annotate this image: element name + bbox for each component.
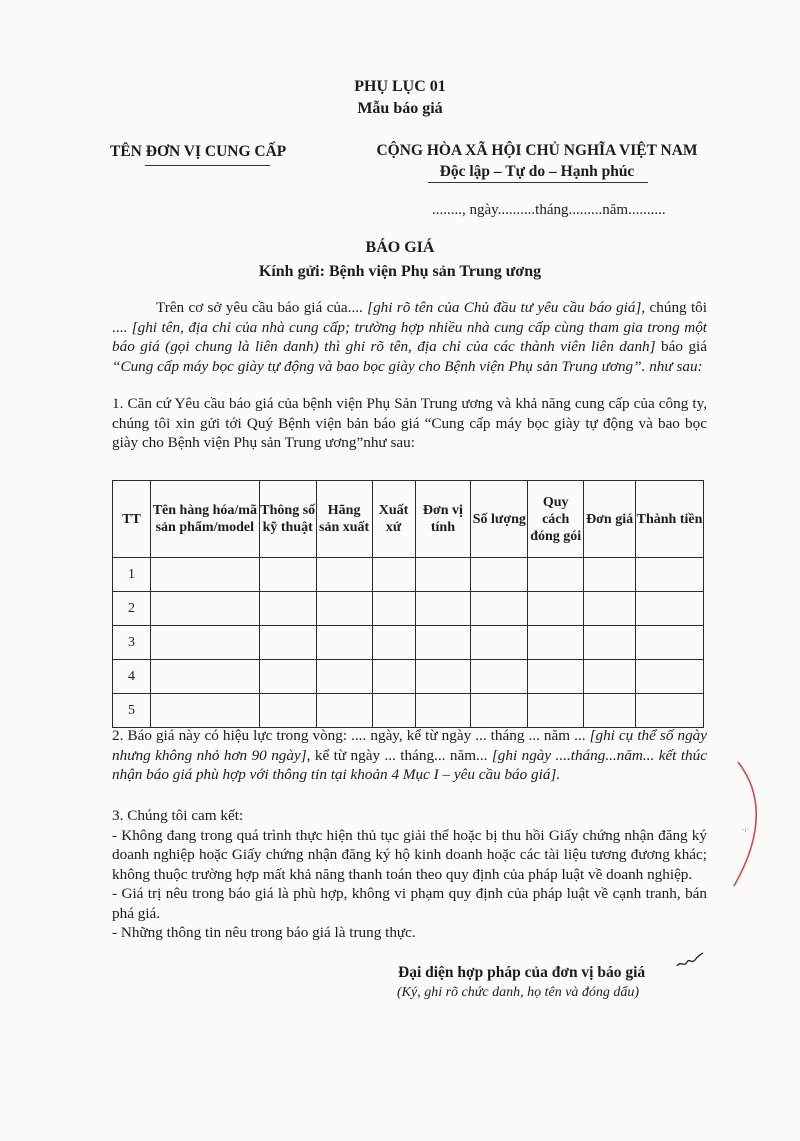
provider-underline xyxy=(145,165,270,166)
col-header: Xuất xứ xyxy=(372,481,415,558)
stamp-edge-mark xyxy=(728,760,768,890)
document-title: BÁO GIÁ xyxy=(365,239,435,256)
intro-italic-1: [ghi rõ tên của Chủ đầu tư yêu cầu báo giá], xyxy=(367,299,646,316)
commitment-heading: 3. Chúng tôi cam kết: xyxy=(112,807,244,824)
intro-text-2: chúng tôi .... xyxy=(112,299,707,336)
intro-italic-2: [ghi tên, địa chỉ của nhà cung cấp; trường hợp nhiều nhà cung cấp cùng tham gia trong một báo giá (gọi chung là liên danh) thì ghi rõ tên, địa chỉ của các thành viên liên danh] xyxy=(112,318,708,355)
table-header-row xyxy=(113,481,704,558)
appendix-label: PHỤ LỤC 01 xyxy=(354,78,446,95)
intro-text-3: báo giá xyxy=(655,338,707,355)
table-row xyxy=(113,660,704,694)
table-row xyxy=(113,626,704,660)
validity-text-2: , kể từ ngày ... tháng... năm... xyxy=(306,746,492,764)
table-row xyxy=(113,592,704,626)
nation-motto: Độc lập – Tự do – Hạnh phúc xyxy=(439,163,635,180)
provider-label: TÊN ĐƠN VỊ CUNG CẤP xyxy=(110,143,287,160)
national-header xyxy=(372,140,702,182)
commitment-item: - Không đang trong quá trình thực hiện thủ tục giải thể hoặc bị thu hồi Giấy chứng nhận đăng ký doanh nghiệp hoặc Giấy chứng nhận đăng ký hộ kinh doanh hoặc các tài liệu tương đương khác; không thuộc trường hợp mất khả năng thanh toán theo quy định của pháp luật về doanh nghiệp. xyxy=(112,826,707,883)
appendix-header xyxy=(0,76,800,120)
appendix-subtitle: Mẫu báo giá xyxy=(357,100,443,117)
row-number: 5 xyxy=(113,694,151,728)
commitment-item: - Những thông tin nêu trong báo giá là trung thực. xyxy=(112,924,416,941)
intro-italic-3: “Cung cấp máy bọc giày tự động và bao bọc giày cho Bệnh viện Phụ sản Trung ương”. như sau: xyxy=(112,357,703,375)
nation-name: CỘNG HÒA XÃ HỘI CHỦ NGHĨA VIỆT NAM xyxy=(376,142,698,159)
intro-text-1: Trên cơ sở yêu cầu báo giá của.... xyxy=(156,299,368,316)
svg-text:·:·: ·:· xyxy=(742,826,749,834)
row-number: 3 xyxy=(113,626,151,660)
section-1-paragraph: 1. Căn cứ Yêu cầu báo giá của bệnh viện Phụ Sản Trung ương và khả năng cung cấp của công ty, chúng tôi xin gửi tới Quý Bệnh viện bản báo giá “Cung cấp máy bọc giày tự động và bao bọc giày cho Bệnh viện Phụ sản Trung ương”như sau: xyxy=(112,395,707,451)
commitment-item: - Giá trị nêu trong báo giá là phù hợp, không vi phạm quy định của pháp luật về cạnh tranh, bán phá giá. xyxy=(112,885,707,922)
col-header: Thông số kỹ thuật xyxy=(259,481,316,558)
row-number: 2 xyxy=(113,592,151,626)
validity-paragraph xyxy=(112,726,707,785)
document-title-block xyxy=(0,236,800,284)
col-header: Đơn giá xyxy=(584,481,636,558)
col-header: Tên hàng hóa/mã sản phẩm/model xyxy=(150,481,259,558)
quotation-table xyxy=(112,480,704,728)
col-header: Số lượng xyxy=(471,481,528,558)
col-header: Đơn vị tính xyxy=(415,481,471,558)
table-row xyxy=(113,558,704,592)
col-header: Quy cách đóng gói xyxy=(528,481,584,558)
validity-text-1: 2. Báo giá này có hiệu lực trong vòng: .... ngày, kể từ ngày ... tháng ... năm ... xyxy=(112,727,590,744)
signature-note: (Ký, ghi rõ chức danh, họ tên và đóng dấu) xyxy=(397,985,640,1000)
commitment-section xyxy=(112,806,707,943)
signature-title: Đại diện hợp pháp của đơn vị báo giá xyxy=(398,964,646,981)
col-header: Thành tiền xyxy=(636,481,704,558)
date-line: ........, ngày..........tháng.........năm.......... xyxy=(432,202,666,218)
col-header: Hãng sản xuất xyxy=(316,481,372,558)
motto-underline xyxy=(428,182,648,183)
validity-italic-2: [ghi ngày ....tháng...năm... kết thúc nhận báo giá phù hợp với thông tin tại khoản 4 Mục I – yêu cầu báo giá]. xyxy=(112,746,707,783)
recipient-line: Kính gửi: Bệnh viện Phụ sản Trung ương xyxy=(258,263,542,280)
row-number: 1 xyxy=(113,558,151,592)
row-number: 4 xyxy=(113,660,151,694)
col-header: TT xyxy=(113,481,151,558)
initial-scribble-icon xyxy=(675,950,705,972)
validity-italic-1: [ghi cụ thể số ngày nhưng không nhỏ hơn 90 ngày] xyxy=(112,727,708,764)
table-row xyxy=(113,694,704,728)
intro-paragraph xyxy=(112,298,707,376)
